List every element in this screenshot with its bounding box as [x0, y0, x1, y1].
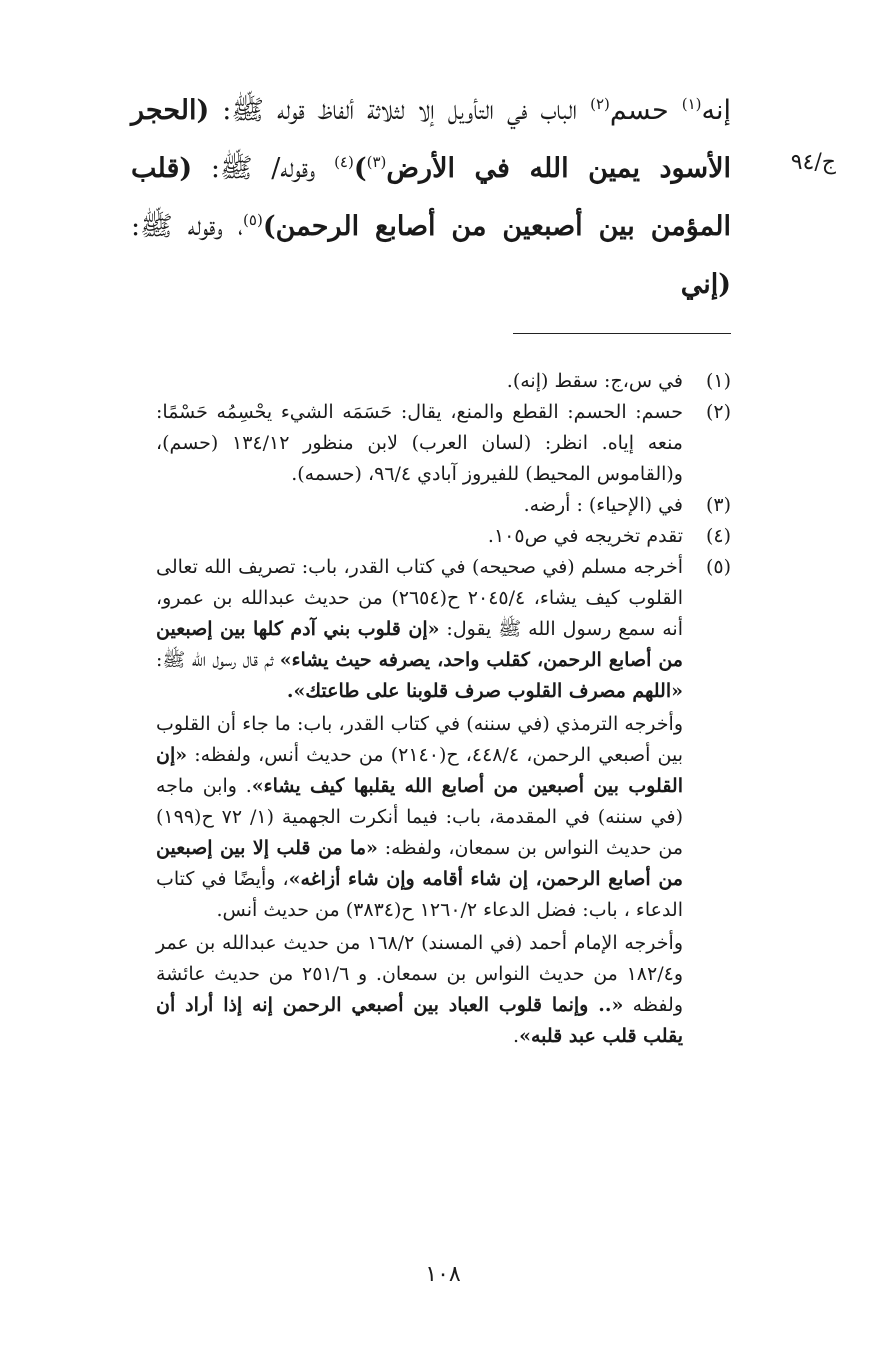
footnote-3 [156, 490, 731, 521]
footnote-number: (٥) [705, 556, 731, 578]
footnote-text: تقدم تخريجه في ص١٠٥. [487, 525, 683, 547]
footnote-marker-2[interactable]: (٢) [590, 95, 610, 113]
footnote-paragraph-ahmad [156, 928, 683, 1052]
main-text-segment: إنه [701, 95, 731, 126]
hadith-quote-start: (إني [680, 269, 731, 300]
page-number: ١٠٨ [425, 1262, 461, 1287]
footnote-text: ، وأيضًا في كتاب الدعاء ، باب: فضل الدعاء ١٢٦٠/٢ ح(٣٨٣٤) من حديث أنس. [156, 868, 683, 921]
footnote-5 [156, 552, 731, 1052]
footnote-number: (٢) [705, 401, 731, 423]
footnote-paragraph-tirmidhi [156, 709, 683, 926]
footnote-text: في (الإحياء) : أرضه. [523, 494, 683, 516]
main-text-segment: الباب في التأويل إلا لثلاثة ألفاظ قوله ﷺ: [209, 95, 591, 126]
footnote-number: (٣) [705, 494, 731, 516]
footnote-text: . [513, 1025, 520, 1047]
footnote-1 [156, 366, 731, 397]
main-text-segment: ، وقوله ﷺ: [131, 211, 244, 242]
footnote-text: أخرجه مسلم (في صحيحه) في كتاب القدر، باب: تصريف الله تعالى القلوب كيف يشاء، ٢٠٤٥/٤ ح(٢٦٥٤) من حديث عبدالله بن عمرو، أنه سمع رسول الله ﷺ يقول: [156, 556, 683, 640]
hadith-quote-muslim: «إن قلوب بني آدم كلها بين إصبعين من أصابع الرحمن، كقلب واحد، يصرفه حيث يشاء» [156, 618, 683, 671]
footnote-number: (٤) [705, 525, 731, 547]
footnote-marker-1[interactable]: (١) [681, 95, 702, 113]
footnote-marker-3[interactable]: (٣) [366, 153, 387, 171]
footnote-2 [156, 397, 731, 490]
footnote-text: . وابن ماجه (في سننه) في المقدمة، باب: فيما أنكرت الجهمية (١/ ٧٢ ح(١٩٩) من حديث النواس بن سمعان، ولفظه: [156, 775, 683, 859]
hadith-quote-black-stone: (الحجر الأسود يمين الله في الأرض [131, 95, 731, 184]
footnotes-section [156, 366, 731, 1052]
hadith-quote-close: ) [353, 153, 367, 184]
hadith-quote-heart: (قلب المؤمن بين أصبعين من أصابع الرحمن) [131, 153, 731, 242]
hadith-quote-dua: «اللهم مصرف القلوب صرف قلوبنا على طاعتك». [286, 680, 683, 702]
footnote-text: وأخرجه الترمذي (في سننه) في كتاب القدر، باب: ما جاء أن القلوب بين أصبعي الرحمن، ٤٤٨/٤، ح(٢١٤٠) من حديث أنس، ولفظه: [156, 713, 683, 766]
main-text-segment: وقوله/ ﷺ: [192, 153, 335, 184]
footnote-text: وأخرجه الإمام أحمد (في المسند) ١٦٨/٢ من حديث عبدالله بن عمر و١٨٢/٤ من حديث النواس بن سمعان. و ٢٥١/٦ من حديث عائشة ولفظه [156, 932, 684, 1016]
footnote-paragraph-muslim [156, 552, 683, 707]
main-text-segment: حسم [609, 95, 682, 126]
footnote-text: حسم: الحسم: القطع والمنع، يقال: حَسَمَه الشيء يحْسِمُه حَسْمًا: منعه إياه. انظر: (لسان العرب) لابن منظور ١٣٤/١٢ (حسم)، و(القاموس المحيط) للفيروز آبادي ٩٦/٤، (حسمه). [156, 401, 683, 485]
footnote-text: في س،ج: سقط (إنه). [506, 370, 683, 392]
footnote-separator [513, 333, 731, 334]
margin-manuscript-reference: ج/٩٤ [790, 150, 836, 175]
footnote-number: (١) [705, 370, 731, 392]
footnote-text: ثم قال رسول الله ﷺ: [156, 649, 280, 671]
hadith-quote-ibn-majah: «ما من قلب إلا بين إصبعين من أصابع الرحمن، إن شاء أقامه وإن شاء أزاغه» [156, 837, 683, 890]
main-body-text [131, 82, 731, 314]
footnote-4 [156, 521, 731, 552]
footnote-marker-5[interactable]: (٥) [243, 211, 263, 229]
hadith-quote-tirmidhi: «إن القلوب بين أصبعين من أصابع الله يقلبها كيف يشاء» [156, 744, 683, 797]
hadith-quote-ahmad: «.. وإنما قلوب العباد بين أصبعي الرحمن إنه إذا أراد أن يقلب قلب عبد قلبه» [156, 994, 683, 1047]
footnote-marker-4[interactable]: (٤) [334, 153, 354, 171]
